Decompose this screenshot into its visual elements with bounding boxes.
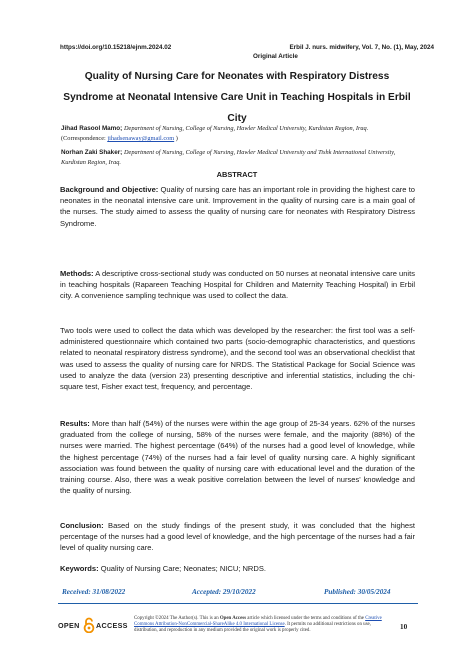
methods-label: Methods: xyxy=(60,269,94,278)
article-dates xyxy=(62,588,414,600)
license-notice xyxy=(134,616,392,635)
abstract-heading: ABSTRACT xyxy=(216,170,258,179)
abstract-conclusion xyxy=(60,520,415,554)
page-number: 10 xyxy=(400,623,408,631)
abstract-methods xyxy=(60,268,415,302)
license-text-c: article which licensed under the terms and conditions of the xyxy=(246,616,366,621)
article-title: Quality of Nursing Care for Neonates with Respiratory Distress Syndrome at Neonatal Intensive Care Unit in Teaching Hospitals in Erbil City xyxy=(63,71,411,124)
license-open-access: Open Access xyxy=(219,616,247,621)
abstract-keywords xyxy=(60,563,415,574)
doi-link[interactable]: https://doi.org/10.15218/ejnm.2024.02 xyxy=(60,44,172,51)
author-1 xyxy=(61,124,421,144)
author-2 xyxy=(61,148,421,168)
author-affiliation: Department of Nursing, College of Nursing, Hawler Medical University and Tishk International University, Kurdistan Region, Iraq. xyxy=(61,149,396,166)
keywords-label: Keywords: xyxy=(60,564,99,573)
license-text-a: Copyright ©2024 The Author(s). This is an xyxy=(134,616,220,621)
license-link[interactable]: Creative Commons Attribution-NonCommercial-ShareAlike 4.0 International License xyxy=(134,616,382,628)
background-label: Background and Objective: xyxy=(60,185,159,194)
accepted-date: Accepted: 29/10/2022 xyxy=(192,588,256,596)
footer-divider xyxy=(58,603,418,604)
author-name: Jihad Rasool Mamo; xyxy=(61,125,123,132)
published-date: Published: 30/05/2024 xyxy=(324,588,391,596)
running-header xyxy=(48,44,434,64)
license-text-d: . It permits no additional restrictions on use, distribution, and reproduction in any medium provided the original work is properly cited. xyxy=(134,622,371,634)
author-name: Norhan Zaki Shaker; xyxy=(61,149,123,156)
correspondence-close: ) xyxy=(175,135,178,142)
abstract-results xyxy=(60,418,415,496)
open-access-word-access: ACCESS xyxy=(96,621,128,630)
tools-text: Two tools were used to collect the data which was developed by the researcher: the first tool was a self-administered questionnaire which contained two parts (socio-demographic characteristics, and questions related to neonatal respiratory distress syndrome), and the second tool was an observational checklist that was used to assess the quality of nursing care for NRDS. The Statistical Package for Social Science was used to analyze the data (version 23) presenting descriptive and inferential statistics, including the chi-square test, Fisher exact test, frequency, and percentage. xyxy=(60,326,415,392)
journal-citation: Erbil J. nurs. midwifery, Vol. 7, No. (1), May, 2024 xyxy=(289,44,434,51)
methods-text: A descriptive cross-sectional study was conducted on 50 nurses at neonatal intensive care units in teaching hospitals (Rapareen Teaching Hospital for Children and Maternity Teaching Hospital) in Erbil city. A convenience sampling technique was used to collect the data. xyxy=(60,269,415,301)
author-affiliation: Department of Nursing, College of Nursing, Hawler Medical University, Kurdistan Region, Iraq. xyxy=(123,125,369,132)
results-text: More than half (54%) of the nurses were within the age group of 25-34 years. 62% of the nurses graduated from the college of nursing, 58% of the nurses were female, and the majority (88%) of the nurses were married. The highest percentage (64%) of the nurses had a good level of knowledge, while the highest percentage (74%) of the nurses had a fair level of quality nursing care. A highly significant association was found between the quality of nursing care with educational level and the duration of the training course. Also, there was a weak positive correlation between the level of nurses' knowledge and the quality of nursing. xyxy=(60,419,415,496)
received-date: Received: 31/08/2022 xyxy=(62,588,126,596)
correspondence-email[interactable]: jihadsenaway@gmail.com xyxy=(107,135,175,142)
abstract-tools xyxy=(60,325,415,392)
open-lock-icon xyxy=(82,617,96,633)
conclusion-text: Based on the study findings of the present study, it was concluded that the highest percentage of the nurses had a good level of knowledge, and the high percentage of the nurses had a fair level of quality nursing care. xyxy=(60,521,415,553)
keywords-text: Quality of Nursing Care; Neonates; NICU; NRDS. xyxy=(100,564,266,573)
open-access-word-open: OPEN xyxy=(58,621,80,630)
correspondence xyxy=(61,134,421,144)
abstract-background xyxy=(60,184,415,229)
correspondence-label: (Correspondence: xyxy=(61,135,106,142)
article-category: Original Article xyxy=(253,53,298,60)
conclusion-label: Conclusion: xyxy=(60,521,104,530)
background-text: Quality of nursing care has an important role in providing the highest care to neonates in the neonatal intensive care unit. Improvement in the quality of nursing care is a main goal of the nurses. The study aimed to assess the quality of nursing care for neonates with Respiratory Distress Syndrome. xyxy=(60,185,415,228)
results-label: Results: xyxy=(60,419,90,428)
